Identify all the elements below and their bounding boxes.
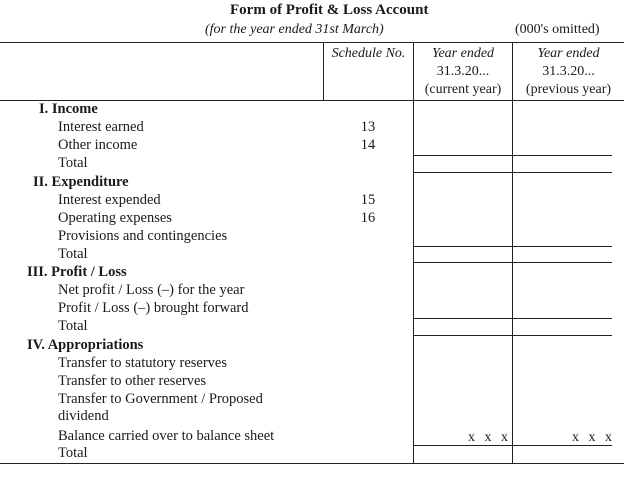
income-total-label: Total <box>58 155 88 171</box>
profit-loss-total-line <box>413 318 612 319</box>
profit-loss-heading: III. Profit / Loss <box>27 264 127 280</box>
government-dividend-label-line1: Transfer to Government / Proposed <box>58 391 263 407</box>
operating-expenses-label: Operating expenses <box>58 210 172 226</box>
brought-forward-label: Profit / Loss (–) brought forward <box>58 300 249 316</box>
expenditure-total-line <box>413 246 612 247</box>
other-income-schedule: 14 <box>360 137 376 153</box>
net-profit-label: Net profit / Loss (–) for the year <box>58 282 245 298</box>
expenditure-total-label: Total <box>58 246 88 262</box>
previous-column-divider <box>512 42 513 464</box>
income-total-underline <box>413 172 612 173</box>
other-reserves-label: Transfer to other reserves <box>58 373 207 389</box>
interest-expended-label: Interest expended <box>58 192 161 208</box>
previous-year-header-line3: (previous year) <box>525 82 612 97</box>
appropriations-total-line <box>413 445 612 446</box>
profit-loss-total-label: Total <box>58 318 88 334</box>
statutory-reserves-label: Transfer to statutory reserves <box>58 355 227 371</box>
other-income-label: Other income <box>58 137 138 153</box>
expenditure-heading: II. Expenditure <box>33 174 129 190</box>
table-bottom-border <box>0 463 624 464</box>
previous-year-header-line1: Year ended <box>537 46 600 61</box>
table-top-border <box>0 42 624 43</box>
page-title: Form of Profit & Loss Account <box>230 2 429 18</box>
interest-earned-schedule: 13 <box>360 119 376 135</box>
appropriations-total-label: Total <box>58 445 88 461</box>
balance-previous-value: x x x <box>572 430 615 445</box>
current-year-header-line1: Year ended <box>431 46 495 61</box>
balance-current-value: x x x <box>468 430 511 445</box>
page-subtitle: (for the year ended 31st March) <box>205 22 384 37</box>
schedule-column-header: Schedule No. <box>331 46 406 61</box>
interest-expended-schedule: 15 <box>360 192 376 208</box>
expenditure-total-underline <box>413 262 612 263</box>
current-column-divider <box>413 42 414 464</box>
omitted-note: (000's omitted) <box>515 22 600 37</box>
previous-year-header-line2: 31.3.20... <box>542 64 595 79</box>
income-heading: I. Income <box>39 101 98 117</box>
government-dividend-label-line2: dividend <box>58 408 109 424</box>
provisions-label: Provisions and contingencies <box>58 228 228 244</box>
appropriations-heading: IV. Appropriations <box>27 337 144 353</box>
income-total-line <box>413 155 612 156</box>
operating-expenses-schedule: 16 <box>360 210 376 226</box>
current-year-header-line2: 31.3.20... <box>436 64 490 79</box>
current-year-header-line3: (current year) <box>424 82 502 97</box>
balance-carried-label: Balance carried over to balance sheet <box>58 428 275 444</box>
interest-earned-label: Interest earned <box>58 119 144 135</box>
profit-loss-total-underline <box>413 335 612 336</box>
